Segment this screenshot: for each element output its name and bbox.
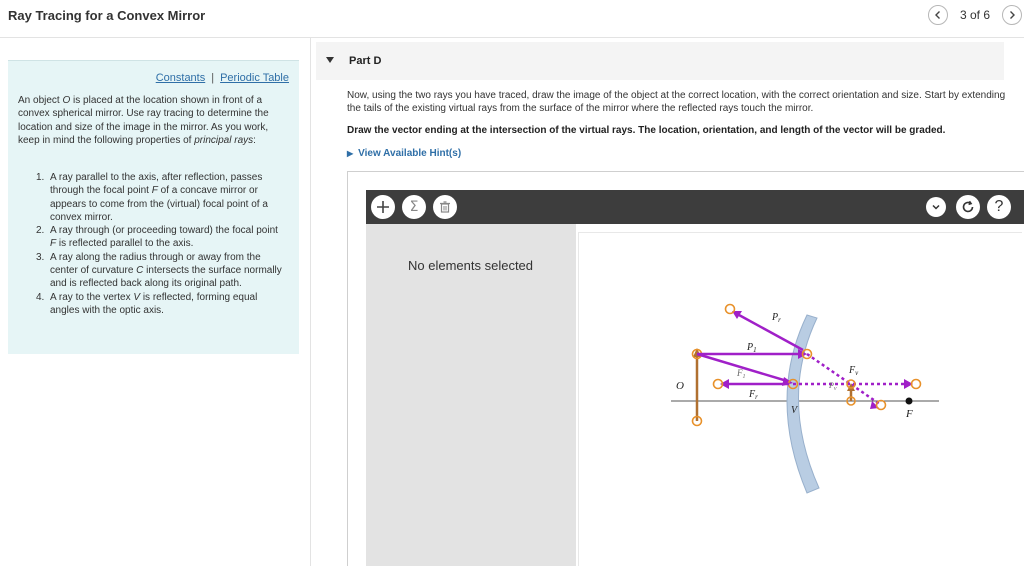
list-item-text: of a concave mirror or appears to come from the (virtual) focal point of a convex mirror. bbox=[50, 185, 268, 223]
intro-text-2: is placed at the location shown in front of a convex spherical mirror. Use ray tracing to determine the location and size of the image in the mirror. As you work, keep in mind the following properties of bbox=[18, 95, 269, 146]
periodic-table-link[interactable]: Periodic Table bbox=[220, 72, 289, 84]
list-item-var: F bbox=[151, 185, 158, 197]
problem-statement bbox=[18, 94, 288, 147]
drawing-canvas[interactable] bbox=[578, 232, 1022, 566]
help-icon: ? bbox=[994, 198, 1004, 215]
no-elements-message: No elements selected bbox=[408, 258, 534, 273]
delete-button[interactable] bbox=[433, 195, 457, 219]
virtual-ray-1[interactable] bbox=[807, 354, 881, 405]
label-object: O bbox=[676, 380, 684, 392]
ray-handle[interactable] bbox=[726, 305, 735, 314]
link-separator: | bbox=[211, 72, 215, 84]
list-item-number: 1. bbox=[36, 172, 45, 183]
convex-mirror[interactable] bbox=[787, 315, 819, 493]
list-item-text: is reflected parallel to the axis. bbox=[56, 238, 194, 250]
chevron-left-icon bbox=[933, 10, 943, 20]
label-focal-f: F bbox=[906, 408, 913, 420]
pager bbox=[928, 5, 1022, 25]
pager-text: 3 of 6 bbox=[959, 8, 990, 22]
tool-toolbar bbox=[366, 190, 1024, 224]
ray-diagram[interactable] bbox=[579, 233, 1023, 566]
chevron-right-icon bbox=[1007, 10, 1017, 20]
top-bar bbox=[0, 0, 1024, 38]
intro-text-1: An object bbox=[18, 95, 63, 106]
list-item-var: F bbox=[50, 238, 57, 250]
list-item-var: V bbox=[133, 291, 141, 303]
list-item bbox=[36, 251, 286, 291]
drawing-tool bbox=[347, 171, 1024, 566]
label-pv: $P_v$ bbox=[829, 381, 837, 392]
dropdown-button[interactable] bbox=[926, 197, 946, 217]
prev-button[interactable] bbox=[928, 5, 948, 25]
plus-icon bbox=[375, 199, 391, 215]
hints-label: View Available Hint(s) bbox=[358, 148, 462, 159]
list-item-text: A ray parallel to the axis, after reflection, passes through the focal point bbox=[50, 172, 263, 197]
list-item-number: 4. bbox=[36, 291, 45, 303]
list-item bbox=[36, 171, 286, 224]
reset-icon bbox=[960, 199, 976, 215]
label-p1: $P_1$ bbox=[747, 342, 757, 354]
principal-rays-list bbox=[36, 171, 286, 317]
reset-button[interactable] bbox=[956, 195, 980, 219]
list-item-text: A ray along the radius through or away from the center of curvature bbox=[50, 251, 261, 277]
trash-icon bbox=[438, 200, 452, 214]
column-divider bbox=[310, 38, 311, 566]
label-fv: $F_v$ bbox=[849, 365, 859, 377]
part-instruction-bold: Draw the vector ending at the intersection of the virtual rays. The location, orientation, and length of the vector will be graded. bbox=[347, 125, 946, 136]
chevron-down-icon bbox=[931, 202, 941, 212]
list-item-text: is reflected, forming equal angles with the optic axis. bbox=[50, 291, 258, 316]
list-item-number: 2. bbox=[36, 225, 45, 237]
intro-text-3: : bbox=[253, 134, 256, 146]
properties-panel bbox=[366, 224, 576, 566]
caret-down-icon[interactable] bbox=[326, 57, 334, 63]
constants-link[interactable]: Constants bbox=[155, 72, 206, 84]
sum-button[interactable] bbox=[402, 195, 426, 219]
reference-links bbox=[156, 72, 289, 84]
list-item-var: C bbox=[136, 265, 144, 277]
page-title: Ray Tracing for a Convex Mirror bbox=[8, 8, 206, 23]
list-item-text: intersects the surface normally and is reflected back along its original path. bbox=[50, 265, 282, 290]
list-item bbox=[36, 291, 286, 318]
intro-object-var: O bbox=[62, 95, 71, 106]
label-fr: $F_r$ bbox=[749, 389, 758, 401]
help-button[interactable] bbox=[987, 195, 1011, 219]
part-header[interactable] bbox=[316, 42, 1004, 80]
caret-right-icon: ▶ bbox=[347, 149, 354, 158]
list-item bbox=[36, 224, 286, 251]
label-f1: $F_1$ bbox=[737, 368, 746, 380]
part-label: Part D bbox=[349, 55, 382, 67]
add-button[interactable] bbox=[371, 195, 395, 219]
list-item-text: A ray to the vertex bbox=[50, 291, 134, 303]
label-pr: $P_r$ bbox=[772, 312, 781, 324]
list-item-number: 3. bbox=[36, 251, 45, 263]
list-item-text: A ray through (or proceeding toward) the focal point bbox=[50, 225, 278, 237]
sigma-icon: Σ bbox=[409, 199, 419, 215]
next-button[interactable] bbox=[1002, 5, 1022, 25]
intro-principal-rays: principal rays bbox=[194, 134, 254, 146]
view-hints-link[interactable] bbox=[347, 148, 461, 159]
part-instruction: Now, using the two rays you have traced, draw the image of the object at the correct location, with the correct orientation and size. Start by extending the tails of the existing virtual rays from the surface of the mirror where the reflected rays touch the mirror. bbox=[347, 90, 1006, 114]
problem-info-panel bbox=[8, 60, 299, 354]
focal-point-dot bbox=[906, 398, 913, 405]
label-vertex-v: V bbox=[791, 405, 798, 416]
